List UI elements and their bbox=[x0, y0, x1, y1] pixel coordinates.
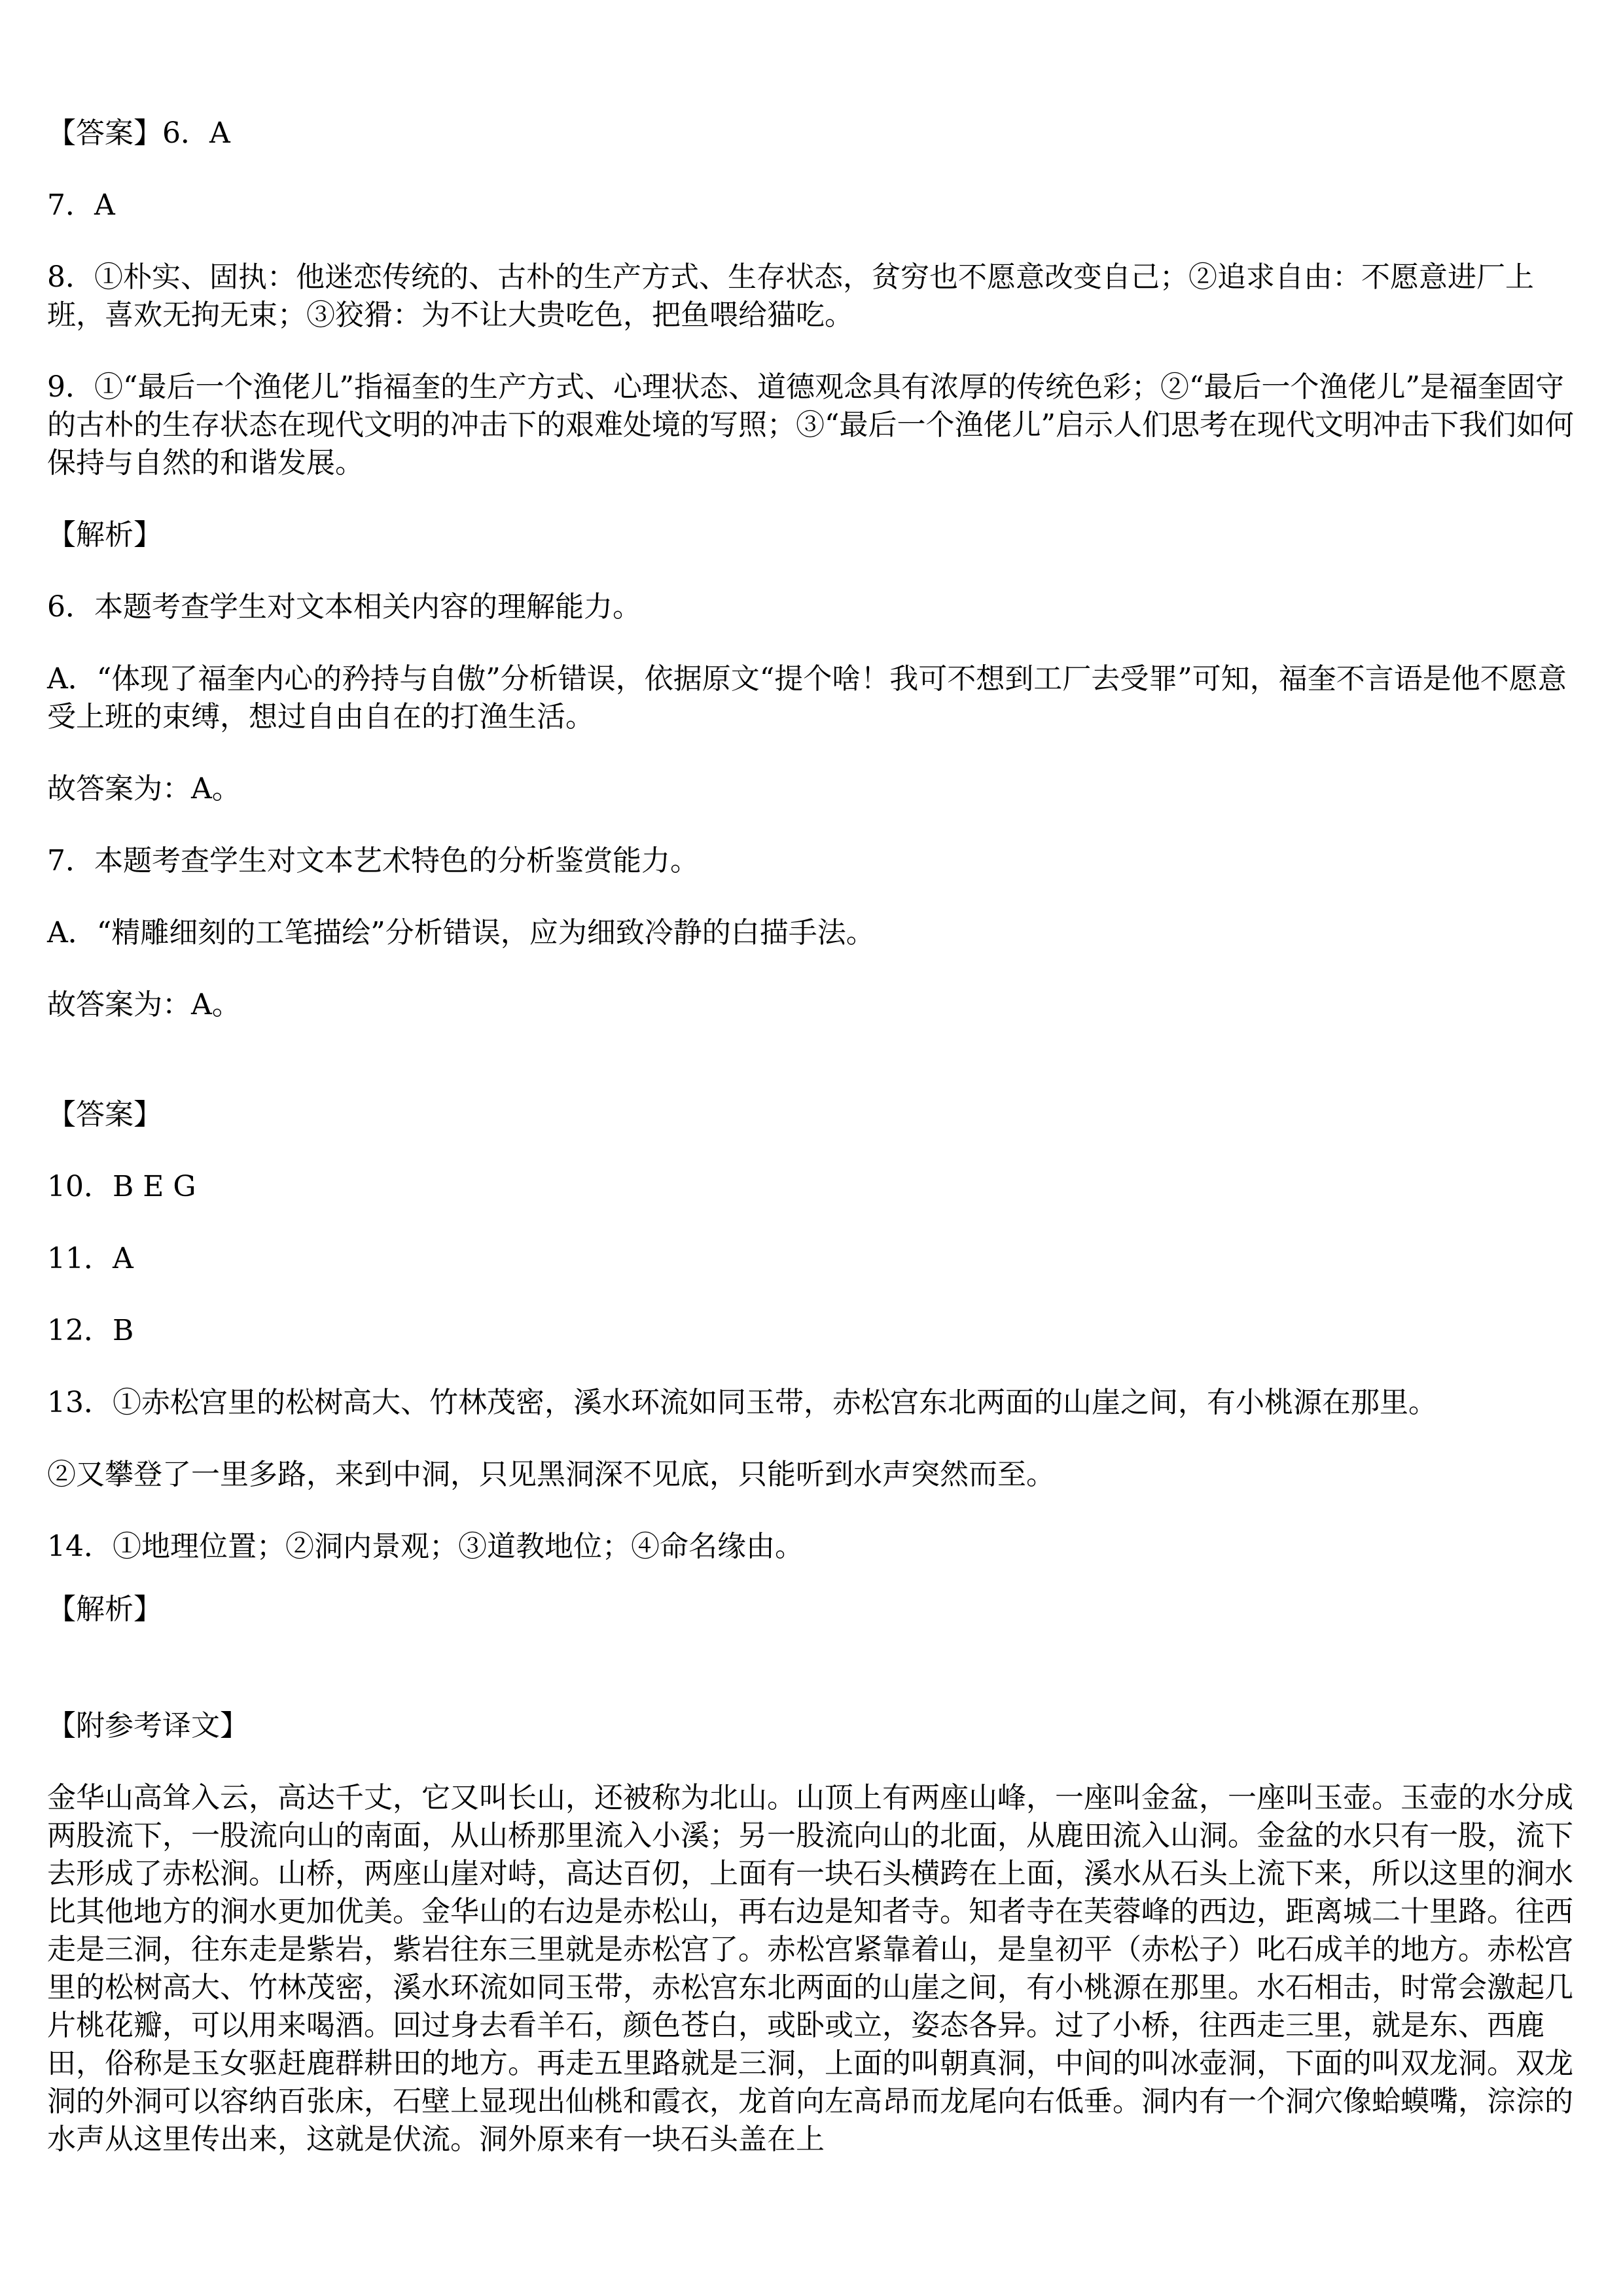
analysis-6-detail: A．“体现了福奎内心的矜持与自傲”分析错误，依据原文“提个啥！我可不想到工厂去受罪”可知，福奎不言语是他不愿意受上班的束缚，想过自由自在的打渔生活。 bbox=[47, 662, 1567, 733]
analysis-7-conclusion: 故答案为：A。 bbox=[47, 988, 241, 1021]
translation-header: 【附参考译文】 bbox=[47, 1709, 249, 1742]
answer-11: 11．A bbox=[47, 1242, 134, 1275]
answer-header-2: 【答案】 bbox=[47, 1098, 162, 1131]
translation-text: 金华山高耸入云，高达千丈，它又叫长山，还被称为北山。山顶上有两座山峰，一座叫金盆，一座叫玉壶。玉壶的水分成两股流下，一股流向山的南面，从山桥那里流入小溪；另一股流向山的北面，从鹿田流入山洞。金盆的水只有一股，流下去形成了赤松涧。山桥，两座山崖对峙，高达百仞，上面有一块石头横跨在上面，溪水从石头上流下来，所以这里的涧水比其他地方的涧水更加优美。金华山的右边是赤松山，再右边是知者寺。知者寺在芙蓉峰的西边，距离城二十里路。往西走是三洞，往东走是紫岩，紫岩往东三里就是赤松宫了。赤松宫紧靠着山，是皇初平（赤松子）叱石成羊的地方。赤松宫里的松树高大、竹林茂密，溪水环流如同玉带，赤松宫东北两面的山崖之间，有小桃源在那里。水石相击，时常会激起几片桃花瓣，可以用来喝酒。回过身去看羊石，颜色苍白，或卧或立，姿态各异。过了小桥，往西走三里，就是东、西鹿田，俗称是玉女驱赶鹿群耕田的地方。再走五里路就是三洞，上面的叫朝真洞，中间的叫冰壶洞，下面的叫双龙洞。双龙洞的外洞可以容纳百张床，石壁上显现出仙桃和霞衣，龙首向左高昂而龙尾向右低垂。洞内有一个洞穴像蛤蟆嘴，淙淙的水声从这里传出来，这就是伏流。洞外原来有一块石头盖在上 bbox=[47, 1781, 1573, 2156]
analysis-6-intro: 6．本题考查学生对文本相关内容的理解能力。 bbox=[47, 590, 641, 624]
answer-13-part1: 13．①赤松宫里的松树高大、竹林茂密，溪水环流如同玉带，赤松宫东北两面的山崖之间，有小桃源在那里。 bbox=[47, 1386, 1437, 1419]
answer-12: 12．B bbox=[47, 1314, 134, 1347]
answer-8: 8．①朴实、固执：他迷恋传统的、古朴的生产方式、生存状态，贫穷也不愿意改变自己；②追求自由：不愿意进厂上班，喜欢无拘无束；③狡猾：为不让大贵吃色，把鱼喂给猫吃。 bbox=[47, 260, 1534, 332]
analysis-6-conclusion: 故答案为：A。 bbox=[47, 772, 241, 805]
document-page bbox=[47, 115, 1578, 2159]
answer-10: 10．B E G bbox=[47, 1170, 196, 1203]
analysis-header-2: 【解析】 bbox=[47, 1593, 162, 1626]
answer-7: 7．A bbox=[47, 188, 115, 222]
answer-13-part2: ②又攀登了一里多路，来到中洞，只见黑洞深不见底，只能听到水声突然而至。 bbox=[47, 1458, 1055, 1491]
answer-14: 14．①地理位置；②洞内景观；③道教地位；④命名缘由。 bbox=[47, 1530, 804, 1563]
analysis-7-intro: 7．本题考查学生对文本艺术特色的分析鉴赏能力。 bbox=[47, 844, 699, 877]
analysis-header-1: 【解析】 bbox=[47, 518, 162, 552]
answer-header-1: 【答案】6．A bbox=[47, 116, 230, 150]
answer-9: 9．①“最后一个渔佬儿”指福奎的生产方式、心理状态、道德观念具有浓厚的传统色彩；②“最后一个渔佬儿”是福奎固守的古朴的生存状态在现代文明的冲击下的艰难处境的写照；③“最后一个渔佬儿”启示人们思考在现代文明冲击下我们如何保持与自然的和谐发展。 bbox=[47, 370, 1574, 480]
analysis-7-detail: A．“精雕细刻的工笔描绘”分析错误，应为细致冷静的白描手法。 bbox=[47, 916, 875, 949]
